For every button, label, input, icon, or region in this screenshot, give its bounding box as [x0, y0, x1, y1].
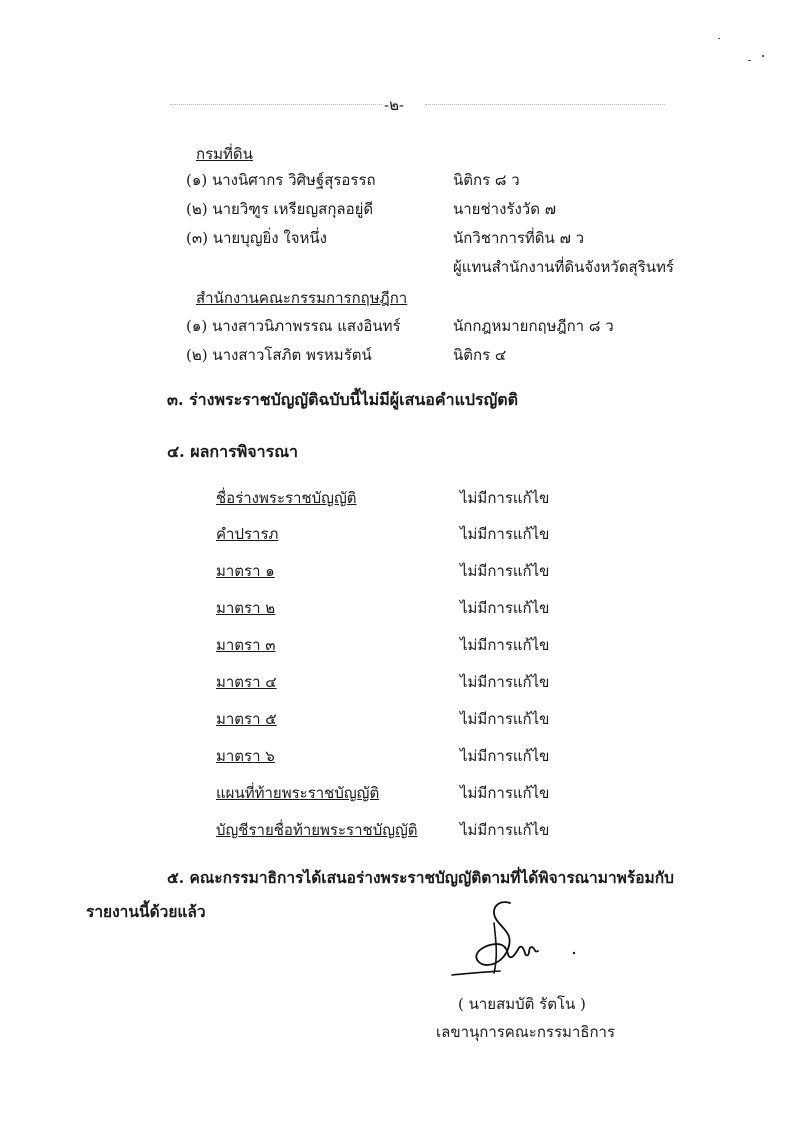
section-3-heading: ๓. ร่างพระราชบัญญัติฉบับนี้ไม่มีผู้เสนอคำแปรญัตติ [167, 390, 519, 409]
result-item-value: ไม่มีการแก้ไข [460, 747, 550, 765]
dept-council-member-1-position: นักกฎหมายกฤษฎีกา ๘ ว [453, 317, 614, 335]
section-5-line-2: รายงานนี้ด้วยแล้ว [86, 902, 206, 921]
scan-speck [762, 55, 764, 57]
signature [440, 895, 590, 985]
dept-council-title: สำนักงานคณะกรรมการกฤษฎีกา [196, 289, 408, 307]
result-item-label: มาตรา ๒ [216, 599, 276, 617]
dept-land-note: ผู้แทนสำนักงานที่ดินจังหวัดสุรินทร์ [453, 258, 674, 276]
result-item-label: มาตรา ๑ [216, 562, 275, 580]
result-item-value: ไม่มีการแก้ไข [460, 784, 550, 802]
result-item-value: ไม่มีการแก้ไข [460, 562, 550, 580]
result-item-value: ไม่มีการแก้ไข [460, 636, 550, 654]
dept-land-member-1-position: นิติกร ๘ ว [453, 171, 520, 189]
result-item-label: บัญชีรายชื่อท้ายพระราชบัญญัติ [216, 821, 418, 839]
result-item-label: แผนที่ท้ายพระราชบัญญัติ [216, 784, 380, 802]
result-item-label: คำปรารภ [216, 525, 279, 543]
result-item-value: ไม่มีการแก้ไข [460, 525, 550, 543]
dept-council-member-1-name: (๑) นางสาวนิภาพรรณ แสงอินทร์ [186, 317, 401, 335]
dept-land-title: กรมที่ดิน [196, 145, 253, 163]
signatory-name: ( นายสมบัติ รัตโน ) [458, 995, 586, 1013]
scan-speck [748, 60, 751, 61]
dept-land-member-2-name: (๒) นายวิฑูร เหรียญสกุลอยู่ดี [186, 200, 374, 218]
result-item-label: มาตรา ๔ [216, 673, 277, 691]
dept-land-member-2-position: นายช่างรังวัด ๗ [453, 200, 556, 218]
signatory-title: เลขานุการคณะกรรมาธิการ [436, 1023, 616, 1041]
section-4-heading: ๔. ผลการพิจารณา [167, 442, 299, 461]
result-item-value: ไม่มีการแก้ไข [460, 673, 550, 691]
result-item-value: ไม่มีการแก้ไข [460, 821, 550, 839]
result-item-label: มาตรา ๖ [216, 747, 275, 765]
dept-council-member-2-name: (๒) นางสาวโสภิต พรหมรัตน์ [186, 346, 372, 364]
header-rule-left [170, 104, 382, 106]
result-item-value: ไม่มีการแก้ไข [460, 489, 550, 507]
dept-land-member-3-position: นักวิชาการที่ดิน ๗ ว [453, 229, 585, 247]
result-item-value: ไม่มีการแก้ไข [460, 710, 550, 728]
result-item-label: มาตรา ๕ [216, 710, 277, 728]
scan-speck [718, 38, 720, 39]
dept-land-member-1-name: (๑) นางนิศากร วิศิษฐ์สุรอรรถ [186, 171, 376, 189]
dept-land-member-3-name: (๓) นายบุญยิ่ง ใจหนึ่ง [186, 229, 327, 247]
header-rule-right [425, 104, 665, 106]
page-number: -๒- [384, 96, 405, 114]
result-item-value: ไม่มีการแก้ไข [460, 599, 550, 617]
result-item-label: มาตรา ๓ [216, 636, 276, 654]
result-item-label: ชื่อร่างพระราชบัญญัติ [216, 489, 357, 507]
section-5-line-1: ๕. คณะกรรมาธิการได้เสนอร่างพระราชบัญญัติตามที่ได้พิจารณามาพร้อมกับ [167, 868, 674, 887]
dept-council-member-2-position: นิติกร ๔ [453, 346, 507, 364]
